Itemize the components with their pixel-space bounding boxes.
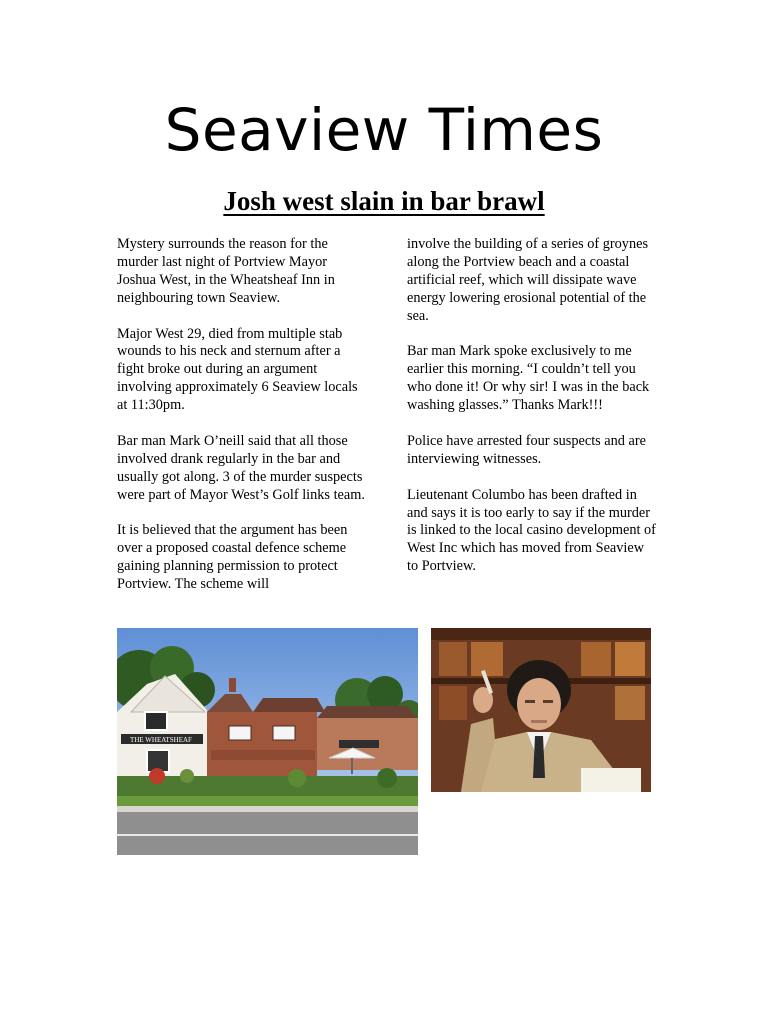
paragraph: Bar man Mark spoke exclusively to me earlier this morning. “I couldn’t tell you who done it! Or why sir! I was in the back washing glasses.” Thanks Mark!!! [407, 343, 650, 414]
article-headline: Josh west slain in bar brawl [223, 186, 545, 216]
paragraph: Lieutenant Columbo has been drafted in and says it is too early to say if the murder is linked to the local casino development of West Inc which has moved from Seaview to Portview. [407, 486, 656, 575]
detective-photo [431, 628, 651, 792]
article-column-right [407, 236, 657, 594]
paragraph: Police have arrested four suspects and are interviewing witnesses. [407, 432, 646, 467]
masthead-title: Seaview Times [164, 96, 604, 164]
detective-illustration [431, 628, 651, 792]
pub-sign-text: THE WHEATSHEAF [130, 736, 192, 744]
pub-illustration [117, 628, 418, 855]
paragraph: involve the building of a series of groynes along the Portview beach and a coastal artificial reef, which will dissipate wave energy lowering erosional potential of the sea. [407, 236, 649, 324]
paragraph: It is believed that the argument has been over a proposed coastal defence scheme gaining planning permission to protect Portview. The scheme will [117, 522, 348, 593]
wheatsheaf-inn-photo [117, 628, 418, 855]
paragraph: Major West 29, died from multiple stab wounds to his neck and sternum after a fight broke out during an argument involving approximately 6 Seaview locals at 11:30pm. [117, 325, 358, 414]
article-column-left [117, 236, 369, 612]
paragraph: Bar man Mark O’neill said that all those involved drank regularly in the bar and usually got along. 3 of the murder suspects were part of Mayor West’s Golf links team. [117, 432, 365, 503]
paragraph: Mystery surrounds the reason for the murder last night of Portview Mayor Joshua West, in the Wheatsheaf Inn in neighbouring town Seaview. [117, 236, 335, 306]
